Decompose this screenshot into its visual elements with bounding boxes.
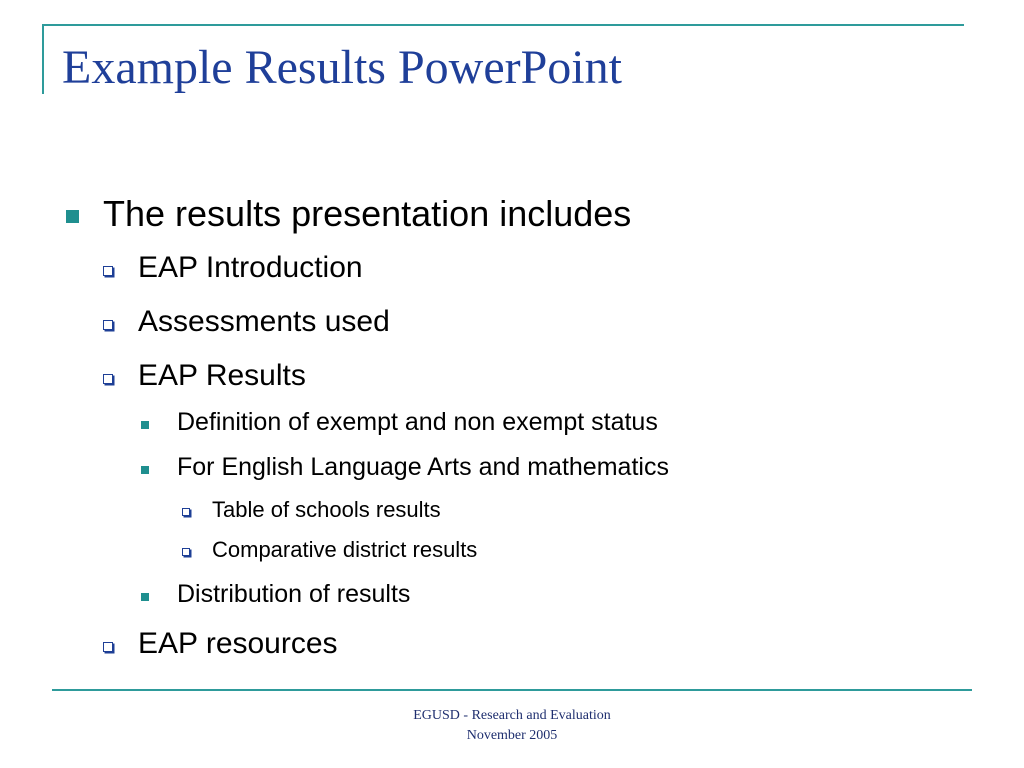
hollow-box-bullet-icon [182, 508, 190, 516]
bullet-text: EAP resources [138, 627, 338, 660]
slide-footer [312, 706, 712, 746]
hollow-box-bullet-icon [182, 548, 190, 556]
bullet-text: EAP Introduction [138, 251, 363, 284]
footer-date: November 2005 [466, 728, 558, 743]
square-bullet-icon [66, 210, 79, 223]
bottom-frame-rule [52, 689, 972, 691]
hollow-box-bullet-icon [103, 320, 113, 330]
bullet-text: Definition of exempt and non exempt status [177, 408, 658, 436]
bullet-text: For English Language Arts and mathematics [177, 453, 669, 481]
footer-organization: EGUSD - Research and Evaluation [413, 708, 611, 723]
square-bullet-icon [141, 466, 149, 474]
square-bullet-icon [141, 593, 149, 601]
bullet-text: The results presentation includes [103, 193, 632, 234]
bullet-text: Table of schools results [212, 497, 441, 522]
bullet-text: Assessments used [138, 305, 390, 338]
slide-title: Example Results PowerPoint [62, 41, 622, 94]
square-bullet-icon [141, 421, 149, 429]
bullet-text: EAP Results [138, 359, 306, 392]
bullet-text: Distribution of results [177, 580, 411, 608]
bullet-text: Comparative district results [212, 537, 478, 562]
hollow-box-bullet-icon [103, 266, 113, 276]
hollow-box-bullet-icon [103, 642, 113, 652]
hollow-box-bullet-icon [103, 374, 113, 384]
